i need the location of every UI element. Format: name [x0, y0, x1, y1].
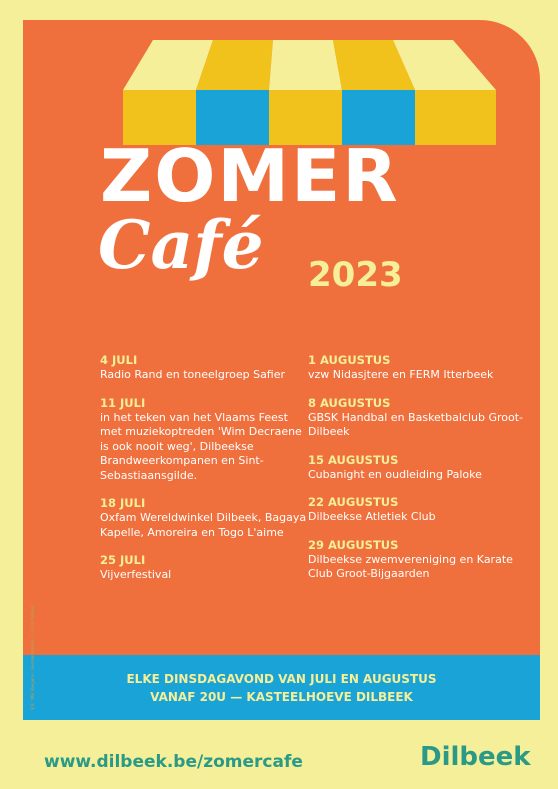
event-item [308, 495, 523, 525]
event-description: Radio Rand en toneelgroep Safier [100, 368, 286, 381]
event-description: in het teken van het Vlaams Feest met muziekoptreden 'Wim Decraene is ook nooit weg', Dilbeekse Brandweerkompanen en Sint-Sebastiaansgilde. [100, 410, 302, 482]
event-description: Oxfam Wereldwinkel Dilbeek, Bagaya Kapelle, Amoreira en Togo L'aime [100, 511, 307, 539]
event-date: 11 JULI [100, 395, 146, 410]
year-label: 2023 [308, 255, 403, 295]
event-description: vzw Nidasjtere en FERM Itterbeek [308, 368, 494, 381]
event-item [100, 396, 310, 484]
schedule-line-2: VANAF 20U — KASTEELHOEVE DILBEEK [150, 690, 413, 704]
schedule-band [23, 655, 540, 720]
title-cafe: Café [98, 206, 264, 284]
event-date: 18 JULI [100, 496, 146, 510]
awning-top-stripe-3 [269, 40, 342, 90]
event-date: 25 JULI [100, 553, 146, 567]
awning-flap-5 [415, 90, 496, 145]
title-zomer: ZOMER [100, 134, 400, 218]
dilbeek-logo: Dilbeek [420, 742, 531, 772]
event-item [308, 538, 523, 582]
events-july-column [100, 353, 310, 596]
event-item [100, 496, 310, 540]
event-date: 1 AUGUSTUS [308, 353, 391, 367]
event-item [100, 553, 310, 583]
events-august-column [308, 353, 523, 595]
event-item [100, 353, 310, 383]
event-date: 8 AUGUSTUS [308, 395, 391, 410]
event-description: Dilbeekse Atletiek Club [308, 510, 436, 523]
event-item [308, 353, 523, 383]
event-item [308, 453, 523, 483]
event-description: Cubanight en oudleiding Paloke [308, 467, 482, 481]
schedule-line-1: ELKE DINSDAGAVOND VAN JULI EN AUGUSTUS [126, 672, 437, 686]
event-description: Dilbeekse zwemvereniging en Karate Club Groot-Bijgaarden [308, 552, 513, 580]
website-link[interactable]: www.dilbeek.be/zomercafe [44, 752, 303, 772]
event-item [308, 396, 523, 440]
awning-graphic [123, 40, 496, 145]
event-date: 15 AUGUSTUS [308, 452, 399, 467]
event-date: 22 AUGUSTUS [308, 495, 399, 509]
publisher-credits: V.U.: Wik Vangens - Gemeenteplein 1 - 1700 Dilbeek [30, 605, 35, 710]
event-description: GBSK Handbal en Basketbalclub Groot-Dilbeek [308, 410, 524, 438]
event-description: Vijverfestival [100, 568, 172, 581]
event-date: 29 AUGUSTUS [308, 537, 399, 552]
event-date: 4 JULI [100, 353, 138, 367]
